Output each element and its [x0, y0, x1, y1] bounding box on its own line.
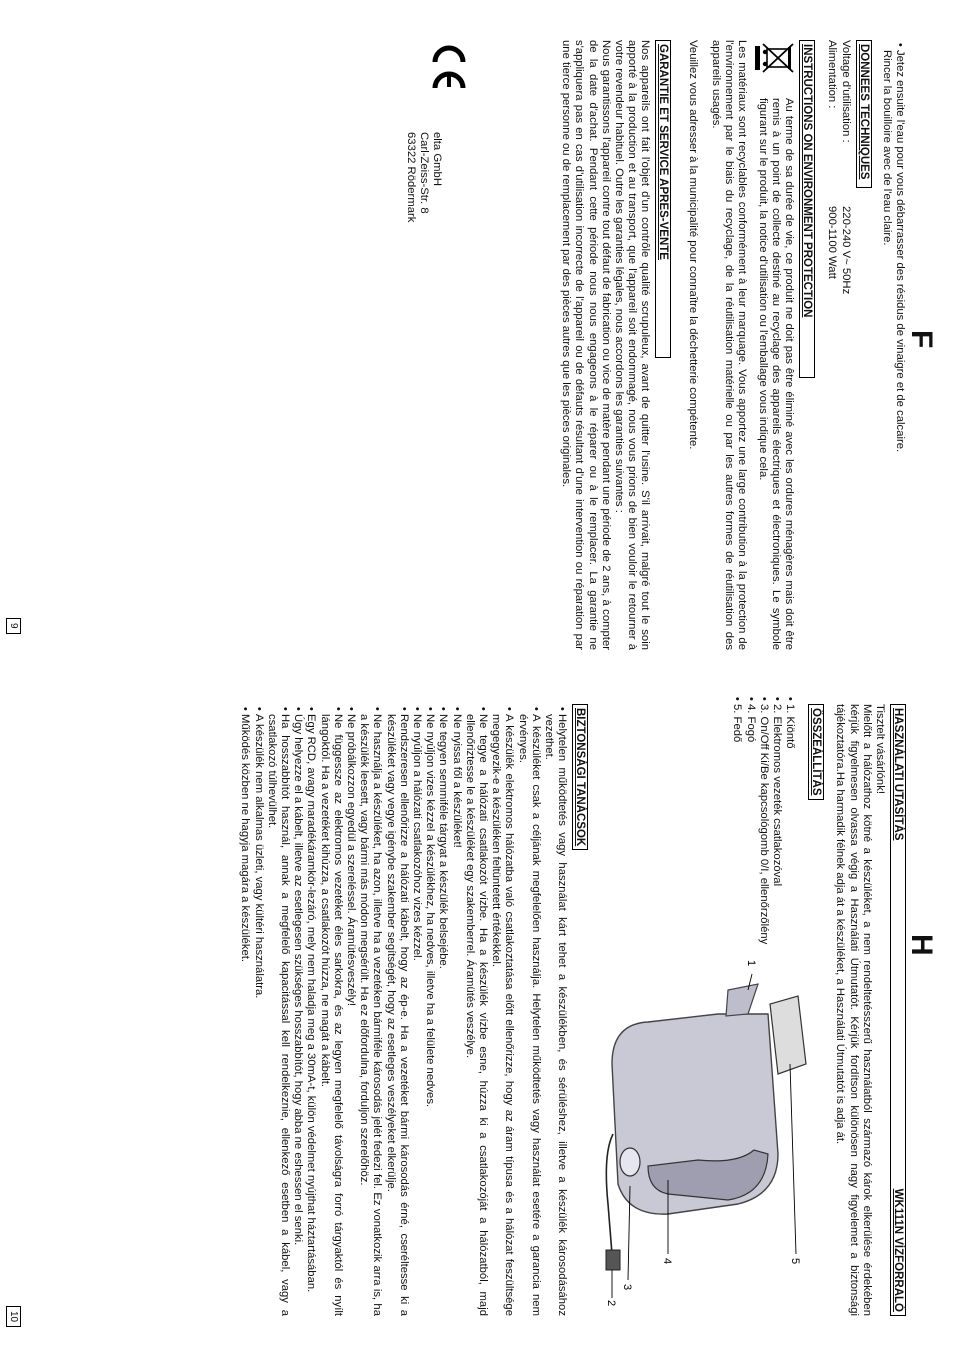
env-title: INSTRUCTIONS ON ENVIRONMENT PROTECTION — [799, 40, 815, 378]
safety-item: • A készülék nem alkalmas üzleti, vagy kültéri használatra. — [251, 714, 264, 1316]
tech-value: 900-1100 Watt — [826, 206, 839, 279]
part-item: 3. On/Off Ki/Be kapcsológomb 0/I, ellenőrzőlény — [757, 704, 770, 945]
address-line: Carl-Zeiss-Str. 8 — [417, 132, 430, 214]
address-block — [403, 132, 443, 222]
safety-item: • Működés közben ne hagyja magára a készüléket. — [238, 714, 251, 1316]
safety-list — [238, 704, 568, 1316]
kettle-illustration — [598, 954, 818, 1314]
weee-block — [755, 40, 795, 650]
page-number: 10 — [6, 1306, 21, 1327]
safety-item: • Ne függessze az elektromos vezetéket éles sarkokra, és az legyen megfelelő távolságra forró tárgyaktól és nyílt lángoktól. Ha a vezetéket kihúzza, a csatlakozót húzza, ne magát a kábelt. — [317, 714, 343, 1316]
warranty-title: GARANTIE ET SERVICE APRES-VENTE — [655, 40, 671, 358]
safety-item: • Ne próbálkozzon egyedül a szereléssel. Áramütésveszély! — [344, 714, 357, 1316]
callout-3: 3 — [621, 1284, 634, 1291]
title-right: WK111N VÍZFORRALÓ — [892, 1188, 904, 1312]
warranty-paragraph: Nous garantissons l'appareil contre tout défaut de fabrication ou vice de matère pendant une période de 2 ans, à compter de la date d'achat. Pendant cette période nous nous engageons à le réparer ou à le remplacer. La garantie ne s'appliquera pas en cas d'utilisation incorrecte de l'appareil ou de défauts résultant d'une intervention ou réparation par une tierce personne ou de remplacement par des pièces autres que les pièces originales. — [560, 40, 612, 650]
address-line: elta GmbH — [430, 132, 443, 186]
ce-mark-icon — [431, 40, 467, 92]
french-column — [403, 40, 906, 650]
intro-bullet: • Jetez ensuite l'eau pour vous débarrasser des résidus de vinaigre et de calcaire. Rincer la bouilloire avec de l'eau claire. — [880, 50, 906, 650]
safety-item: • Úgy helyezze el a kábelt, illetve az esetlegesen szükséges hosszabbítót, hogy abba ne eshessen el senki. — [291, 714, 304, 1316]
tech-value: 220-240 V~ 50Hz — [839, 206, 852, 295]
address-line: 63322 Rödermark — [404, 132, 417, 223]
tech-title: DONNEES TECHNIQUES — [856, 40, 872, 188]
manual-title — [890, 704, 906, 1316]
safety-item: • Ne nyissa fől a készüléket! — [449, 714, 462, 1316]
part-item: 2. Elektromos vezeték csatlakozóval — [770, 704, 783, 887]
page-number: 9 — [6, 618, 21, 634]
greeting: Tisztelt vásárlónk! — [874, 704, 886, 794]
footer-block — [403, 40, 467, 650]
tech-key: Voltage d'utilisation : — [839, 40, 852, 143]
parts-title: ÖSSZEÁLLÍTÁS — [808, 704, 824, 800]
safety-item: • Ne nyúljon vizes kézzel a készülékhez, ha nedves, illetve ha a felülete nedves. — [423, 714, 436, 1316]
tech-row — [838, 40, 851, 650]
page-french — [0, 0, 954, 675]
safety-item: • A készüléket csak a céljának megfelelően használja. Helytelen működtetés vagy használat esetére a garancia nem érvényes. — [515, 714, 541, 1316]
page-letter: F — [905, 330, 938, 349]
safety-item: • Ne tegye a hálózati csatlakozót vízbe. Ha a készülék vízbe esne, húzza ki a csatlakozóját a hálózatból, majd ellenőriztesse le a készüléket egy szakemberrel. Áramütés veszélye. — [463, 714, 489, 1316]
part-item: 5. Fedő — [731, 704, 744, 743]
callout-2: 2 — [605, 1300, 618, 1307]
intro-paragraph: Mielőtt a hálózathoz kötné a készüléket, a nem rendeltetésszerű használatból származó károk elkerülése érdekében kérjük figyelmesen olvassa végig a Használati Útmutatót. Kérjük fordítson különösen nagy figyelemet a biztonsági tájékoztatóra.Ha harmadik félnek adja át a készüléket, a Használati Útmutatót is adja át. — [834, 704, 873, 1316]
env-paragraph: Les matériaux sont recyclables conformément à leur marquage. Vous apportez une large contribution à la protection de l'environnement par le biais du recyclage, de la réutilisation matérielle ou par les autres formes de réutilisation des appareils usagés. — [709, 40, 749, 650]
env-paragraph: Veuillez vous adresser à la municipalité pour connaître la déchetterie compétente. — [686, 40, 699, 450]
page-hungarian — [0, 676, 954, 1351]
hungarian-column — [238, 704, 906, 1316]
page-letter: H — [905, 934, 938, 956]
weee-text: Au terme de sa durée de vie, ce produit ne doit pas être éliminé avec les ordures ménagères mais doit être remis à un point de collecte destiné au recyclage des appareils électriques et électroniques. Le symbole figurant sur le produit, la notice d'utilisation ou l'emballage vous indique cela. — [756, 98, 796, 650]
title-left: HASZNÁLATI UTASÍTÁS — [892, 708, 904, 841]
warranty-paragraph: Nos appareils ont fait l'objet d'un contrôle qualité scrupuleux, avant de quitter l'usine. S'il arrivait, malgré tout le soin apporté à la production et au transport, que l'appareil soit endommagé, nous vous prions de bien vouloir le retourner à votre revendeur habituel. Outre les garanties légales, nous accordons les garanties suivantes : — [612, 40, 652, 650]
safety-item: • Ne használja a készüléket, ha azon, illetve ha a vezetéken bármiféle károsodás jelét fedezi fel. Ez vonatkozik arra is, ha a készülék leesett, vagy bármi más módon megsérült. Ha ez előfordulna, forduljon szerelőhöz. — [357, 714, 383, 1316]
safety-item: • Egy RCD, avagy maradékáramkör-lezáró, mely nem haladja meg a 30mA-t, külön védelmet nyújthat háztartásában. — [304, 714, 317, 1316]
safety-item: • Helytelen működtetés vagy használat kárt tehet a készülékben, és sérüléshez, illetve a készülék károsodásához vezethet. — [542, 714, 568, 1316]
callout-1: 1 — [745, 960, 758, 967]
safety-item: • A készülék elektromos hálózatba való csatlakoztatása előtt ellenőrizze, hogy az áram típusa és a hálózat feszültsége megegyezik-e a készüléken feltüntetett értékekkel. — [489, 714, 515, 1316]
weee-bin-icon — [755, 40, 795, 76]
tech-key: Alimentation : — [826, 40, 839, 109]
safety-item: • Ne nyúljon a hálózati csatlakozóhoz vizes kézzel. — [410, 714, 423, 1316]
safety-item: • Ne tegyen semmiféle tárgyat a készülék belsejébe. — [436, 714, 449, 1316]
parts-section — [596, 704, 826, 1316]
safety-title: BIZTONSÁGI TANÁCSOK — [572, 704, 588, 850]
part-item: 1. Kiöntő — [784, 704, 797, 749]
safety-item: • Rendszeresen ellenőrizze a hálózati kábelt, hogy az ép-e. Ha a vezetéket bármi károsodás érné, cseréltesse ki a készüléket vagy vegye igénybe szakember segítségét, hogy az esetleges veszélyeket elkerülje. — [383, 714, 409, 1316]
intro-list — [880, 40, 906, 650]
callout-4: 4 — [661, 1258, 674, 1265]
callout-5: 5 — [789, 1258, 802, 1265]
safety-item: • Ha hosszabbítót használ, annak a megfelelő kapacitással kell rendelkeznie, ellenkező esetben a kábel, vagy a csatlakozó túlhevülhet. — [265, 714, 291, 1316]
tech-row — [825, 40, 838, 650]
part-item: 4. Fogó — [744, 704, 757, 743]
